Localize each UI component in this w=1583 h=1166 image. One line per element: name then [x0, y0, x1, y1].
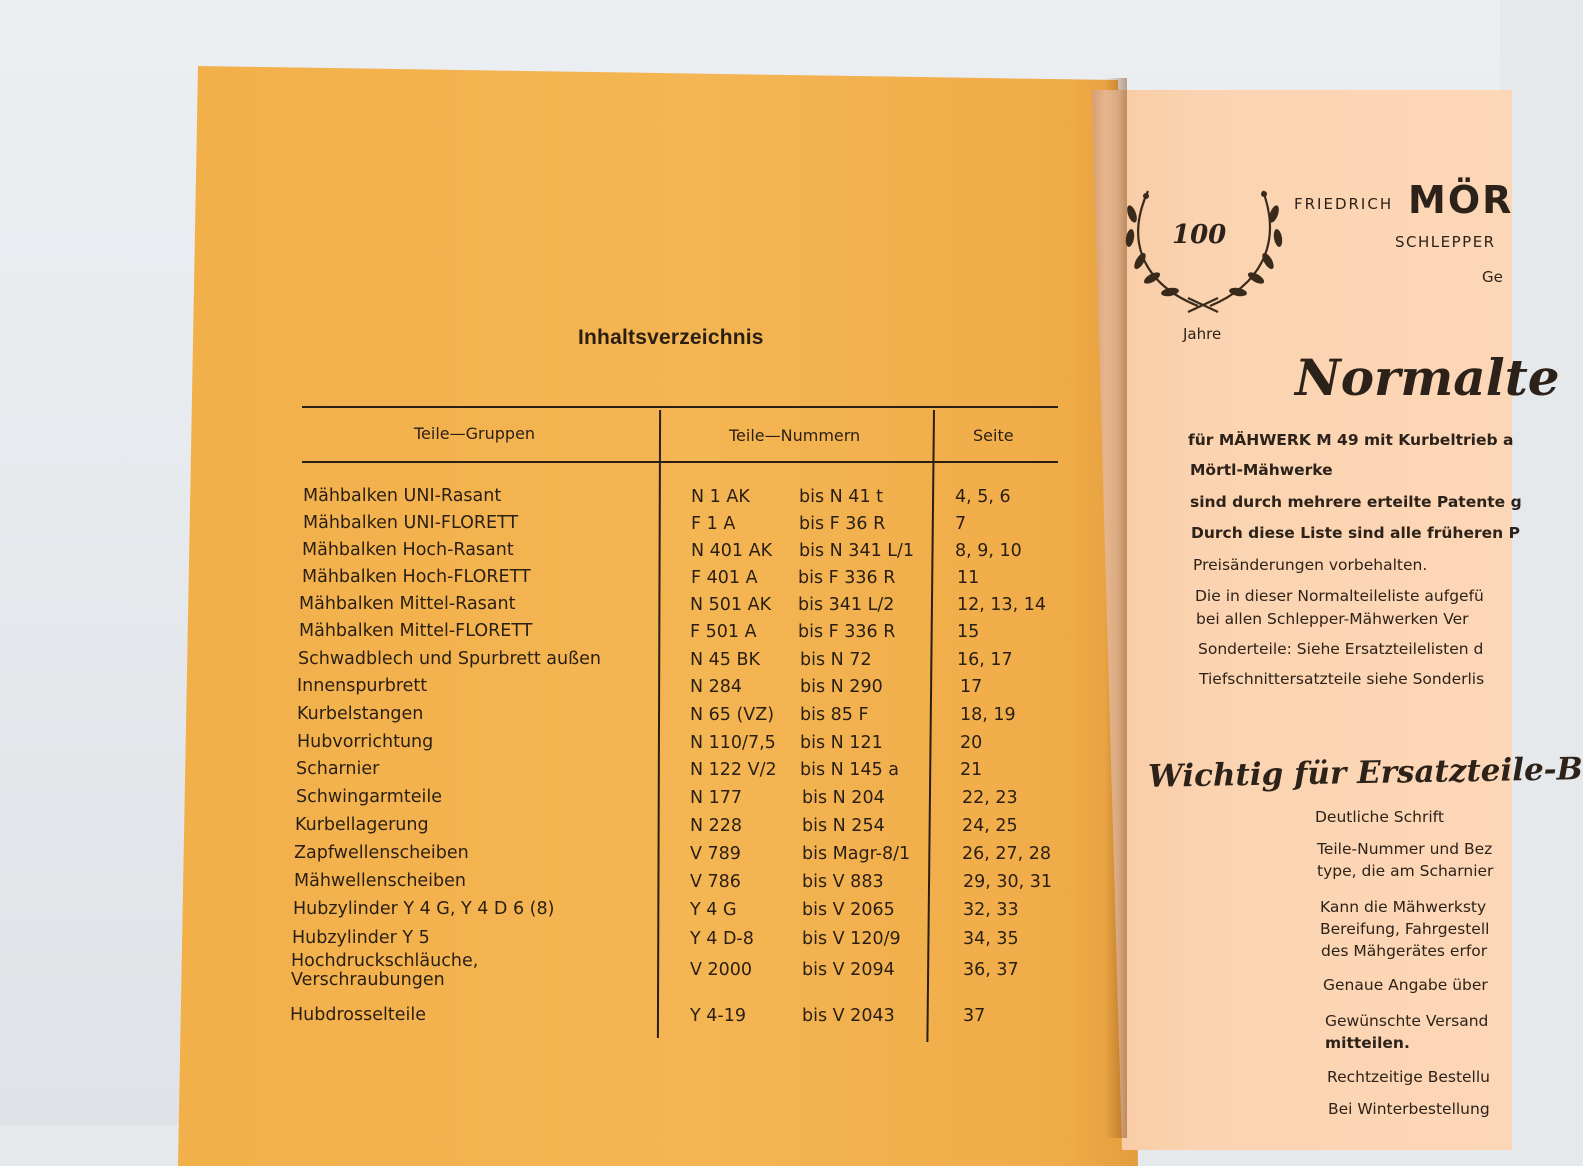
toc-page-number: 34, 35 [963, 929, 1019, 949]
toc-number-from: V 786 [690, 872, 741, 892]
right-page-line-2: Deutliche Schrift [1315, 808, 1444, 826]
right-page-line-2: Genaue Angabe über [1323, 976, 1488, 994]
right-page-line: Sonderteile: Siehe Ersatzteilelisten d [1198, 640, 1484, 658]
toc-number-to: bis F 36 R [799, 514, 886, 534]
toc-page-number: 22, 23 [962, 788, 1018, 808]
toc-page-number: 17 [960, 677, 983, 697]
toc-number-to: bis N 41 t [799, 487, 883, 507]
toc-group-label: Hubdrosselteile [290, 1005, 426, 1025]
right-page-line-2: Rechtzeitige Bestellu [1327, 1068, 1490, 1086]
company-prefix: FRIEDRICH [1294, 195, 1394, 213]
toc-number-from: V 2000 [690, 960, 753, 980]
table-top-rule [302, 406, 1058, 408]
toc-group-label: Schwadblech und Spurbrett außen [298, 649, 602, 669]
right-page-line: Durch diese Liste sind alle früheren P [1191, 524, 1520, 542]
toc-number-from: F 501 A [690, 622, 757, 642]
header-groups: Teile—Gruppen [414, 424, 536, 443]
toc-number-from: V 789 [690, 844, 741, 864]
toc-group-label: Mähbalken UNI-Rasant [303, 486, 502, 506]
toc-page-number: 8, 9, 10 [955, 541, 1022, 561]
right-page-line-2: Bei Winterbestellung [1328, 1100, 1490, 1118]
right-page-line-2: Teile-Nummer und Bez [1317, 840, 1493, 858]
right-page-line-2: type, die am Scharnier [1317, 862, 1494, 880]
toc-number-from: N 1 AK [691, 487, 750, 507]
toc-group-label: Mähwellenscheiben [294, 871, 467, 891]
right-page-title: Normalte [1295, 348, 1560, 407]
toc-page-number: 29, 30, 31 [963, 872, 1053, 892]
toc-number-from: N 501 AK [690, 595, 772, 615]
right-page-line: für MÄHWERK M 49 mit Kurbeltrieb a [1188, 431, 1514, 449]
table-header-rule [302, 461, 1058, 463]
right-page-line: Mörtl-Mähwerke [1190, 461, 1333, 479]
right-page-line: Preisänderungen vorbehalten. [1193, 556, 1428, 574]
toc-group-label: Scharnier [296, 759, 380, 779]
toc-number-from: N 122 V/2 [690, 760, 777, 780]
toc-page-number: 18, 19 [960, 705, 1016, 725]
toc-group-label: Kurbellagerung [295, 815, 429, 835]
toc-number-to: bis V 2043 [802, 1006, 895, 1026]
toc-page-number: 20 [960, 733, 983, 753]
toc-group-label: Mähbalken UNI-FLORETT [303, 513, 519, 533]
toc-page-number: 32, 33 [963, 900, 1019, 920]
toc-number-to: bis N 145 a [800, 760, 899, 780]
right-page-line: Tiefschnittersatzteile siehe Sonderlis [1199, 670, 1485, 688]
toc-number-to: bis F 336 R [798, 622, 896, 642]
header-numbers: Teile—Nummern [729, 426, 861, 445]
toc-page-number: 11 [957, 568, 980, 588]
toc-group-label: Mähbalken Mittel-Rasant [299, 594, 516, 614]
important-heading: Wichtig für Ersatzteile-B [1147, 751, 1583, 795]
toc-group-label: Hubzylinder Y 4 G, Y 4 D 6 (8) [293, 899, 555, 919]
toc-page-number: 12, 13, 14 [957, 595, 1047, 615]
toc-page-number: 4, 5, 6 [955, 487, 1011, 507]
toc-number-from: N 228 [690, 816, 743, 836]
toc-group-label: Kurbelstangen [297, 704, 424, 724]
toc-number-from: F 401 A [691, 568, 758, 588]
right-page-line-2: Bereifung, Fahrgestell [1320, 920, 1490, 938]
toc-number-to: bis 341 L/2 [798, 595, 895, 615]
toc-number-from: Y 4 D-8 [690, 929, 754, 949]
toc-number-from: N 110/7,5 [690, 733, 776, 753]
toc-page-number: 26, 27, 28 [962, 844, 1052, 864]
toc-page-number: 16, 17 [957, 650, 1013, 670]
toc-number-from: N 177 [690, 788, 743, 808]
toc-group-label: Mähbalken Hoch-Rasant [302, 540, 514, 560]
toc-number-from: N 45 BK [690, 650, 760, 670]
toc-group-label: Hubvorrichtung [297, 732, 434, 752]
toc-page-number: 37 [963, 1006, 986, 1026]
toc-group-label: Innenspurbrett [297, 676, 428, 696]
toc-number-to: bis N 121 [800, 733, 883, 753]
toc-number-from: N 65 (VZ) [690, 705, 775, 725]
right-page-line: sind durch mehrere erteilte Patente g [1190, 493, 1522, 511]
toc-page-number: 24, 25 [962, 816, 1018, 836]
toc-group-label: Hochdruckschläuche, [291, 951, 479, 971]
toc-number-to: bis N 341 L/1 [799, 541, 915, 561]
right-page-line-2: Kann die Mähwerksty [1320, 898, 1487, 916]
toc-number-from: F 1 A [691, 514, 736, 534]
toc-number-to: bis V 883 [802, 872, 884, 892]
toc-group-label: Hubzylinder Y 5 [292, 928, 430, 948]
toc-number-to: bis V 120/9 [802, 929, 901, 949]
company-name: MÖR [1408, 178, 1514, 222]
right-page-line-2: mitteilen. [1325, 1034, 1410, 1052]
toc-number-from: Y 4 G [690, 900, 737, 920]
toc-number-to: bis N 254 [802, 816, 885, 836]
right-page-line-2: Gewünschte Versand [1325, 1012, 1489, 1030]
toc-number-to: bis N 72 [800, 650, 872, 670]
toc-number-from: N 284 [690, 677, 743, 697]
company-subtitle-2: Ge [1482, 268, 1503, 286]
toc-page-number: 36, 37 [963, 960, 1019, 980]
toc-number-to: bis F 336 R [798, 568, 896, 588]
toc-number-to: bis N 290 [800, 677, 883, 697]
wreath-label: Jahre [1183, 325, 1222, 343]
wreath-number: 100 [1172, 220, 1227, 250]
header-page: Seite [973, 426, 1014, 445]
toc-title: Inhaltsverzeichnis [578, 326, 764, 349]
toc-group-label: Schwingarmteile [296, 787, 442, 807]
toc-number-to: bis Magr-8/1 [802, 844, 911, 864]
toc-page-number: 7 [955, 514, 967, 534]
toc-group-label: Mähbalken Hoch-FLORETT [302, 567, 531, 587]
toc-group-label-line2: Verschraubungen [291, 970, 445, 990]
toc-number-to: bis V 2094 [802, 960, 895, 980]
toc-number-to: bis N 204 [802, 788, 885, 808]
toc-group-label: Mähbalken Mittel-FLORETT [299, 621, 533, 641]
right-page-line: bei allen Schlepper-Mähwerken Ver [1196, 610, 1469, 628]
toc-page-number: 15 [957, 622, 980, 642]
right-page-line-2: des Mähgerätes erfor [1321, 942, 1488, 960]
toc-number-from: N 401 AK [691, 541, 773, 561]
toc-page-number: 21 [960, 760, 983, 780]
right-page-line: Die in dieser Normalteileliste aufgefü [1195, 587, 1484, 605]
toc-number-to: bis 85 F [800, 705, 869, 725]
company-subtitle: SCHLEPPER [1395, 233, 1496, 251]
toc-number-from: Y 4-19 [690, 1006, 746, 1026]
toc-number-to: bis V 2065 [802, 900, 895, 920]
toc-group-label: Zapfwellenscheiben [294, 843, 469, 863]
